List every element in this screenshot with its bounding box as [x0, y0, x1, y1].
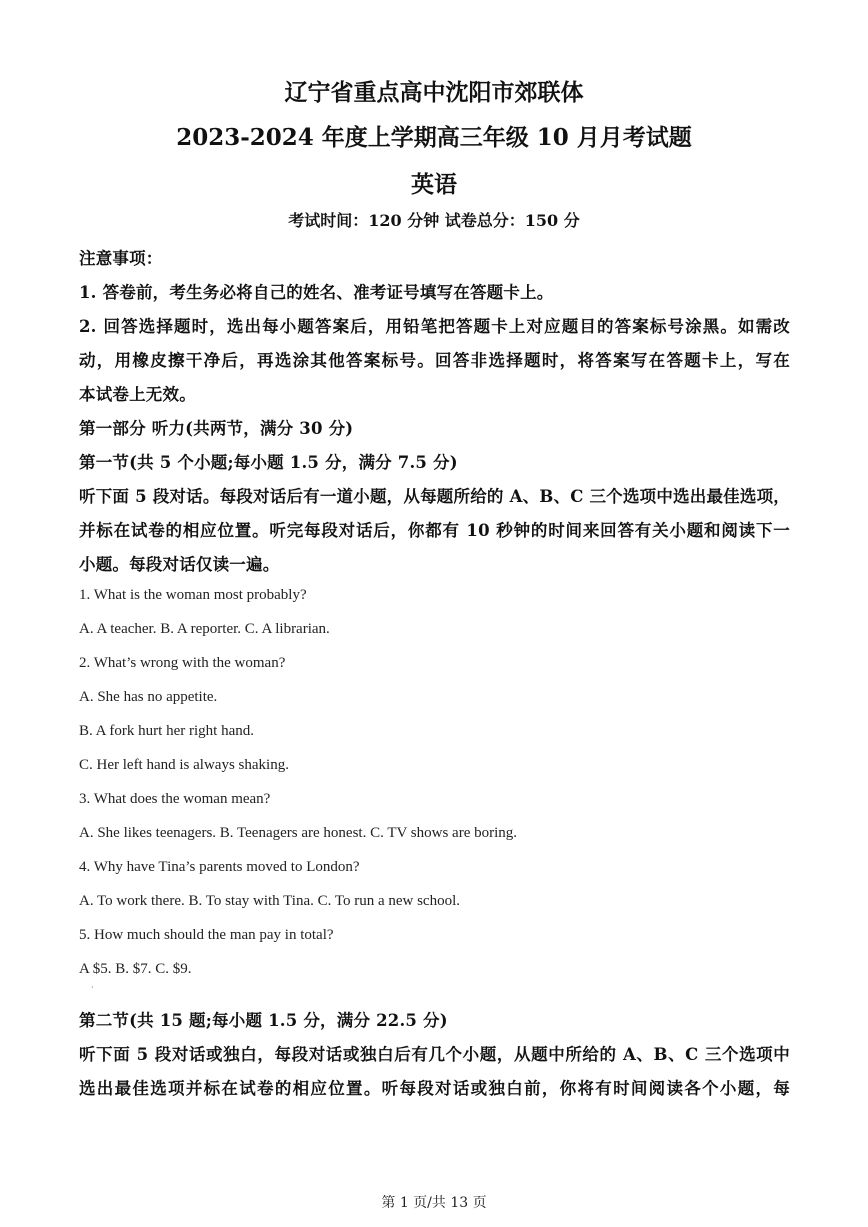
question-2-option-a: A. She has no appetite.	[79, 689, 218, 705]
question-2-option-c: C. Her left hand is always shaking.	[79, 757, 289, 773]
question-3-options: A. She likes teenagers. B. Teenagers are honest. C. TV shows are boring.	[79, 825, 518, 841]
page-number: 第 1 页/共 13 页	[381, 1195, 487, 1211]
notice-heading: 注意事项：	[79, 249, 163, 268]
stray-mark: ·	[91, 983, 94, 992]
part1-heading: 第一部分 听力(共两节，满分 30 分)	[79, 419, 354, 438]
section1-instructions-line-1: 听下面 5 段对话。每段对话后有一道小题，从每题所给的 A、B、C 三个选项中选出最佳选项，	[79, 487, 790, 506]
exam-info: 考试时间：120 分钟 试卷总分：150 分	[288, 211, 580, 230]
section2-heading: 第二节(共 15 题;每小题 1.5 分，满分 22.5 分)	[79, 1011, 448, 1030]
notice-item-2-line-1: 2. 回答选择题时，选出每小题答案后，用铅笔把答题卡上对应题目的答案标号涂黑。如需改	[79, 317, 790, 336]
section1-heading: 第一节(共 5 个小题;每小题 1.5 分，满分 7.5 分)	[79, 453, 458, 472]
notice-item-1: 1. 答卷前，考生务必将自己的姓名、准考证号填写在答题卡上。	[79, 283, 554, 302]
question-1-options: A. A teacher. B. A reporter. C. A librarian.	[79, 621, 330, 637]
notice-item-2-line-3: 本试卷上无效。	[79, 385, 196, 404]
exam-title-line2: 2023-2024 年度上学期高三年级 10 月月考试题	[176, 124, 692, 151]
question-4: 4. Why have Tina’s parents moved to London?	[79, 859, 360, 875]
section2-instructions-line-2: 选出最佳选项并标在试卷的相应位置。听每段对话或独白前，你将有时间阅读各个小题，每	[79, 1079, 790, 1098]
question-4-options: A. To work there. B. To stay with Tina. C. To run a new school.	[79, 893, 461, 909]
question-3: 3. What does the woman mean?	[79, 791, 271, 807]
question-5: 5. How much should the man pay in total?	[79, 927, 334, 943]
notice-item-2-line-2: 动，用橡皮擦干净后，再选涂其他答案标号。回答非选择题时，将答案写在答题卡上，写在	[79, 351, 790, 370]
question-1: 1. What is the woman most probably?	[79, 587, 307, 603]
section1-instructions-line-3: 小题。每段对话仅读一遍。	[79, 555, 280, 574]
section1-instructions-line-2: 并标在试卷的相应位置。听完每段对话后，你都有 10 秒钟的时间来回答有关小题和阅读下一	[79, 521, 790, 540]
question-5-options: A $5. B. $7. C. $9.	[79, 961, 192, 977]
section2-instructions-line-1: 听下面 5 段对话或独白，每段对话或独白后有几个小题，从题中所给的 A、B、C 三个选项中	[79, 1045, 790, 1064]
question-2: 2. What’s wrong with the woman?	[79, 655, 286, 671]
exam-title-line1: 辽宁省重点高中沈阳市郊联体	[284, 79, 584, 106]
question-2-option-b: B. A fork hurt her right hand.	[79, 723, 254, 739]
subject-title: 英语	[411, 171, 457, 198]
